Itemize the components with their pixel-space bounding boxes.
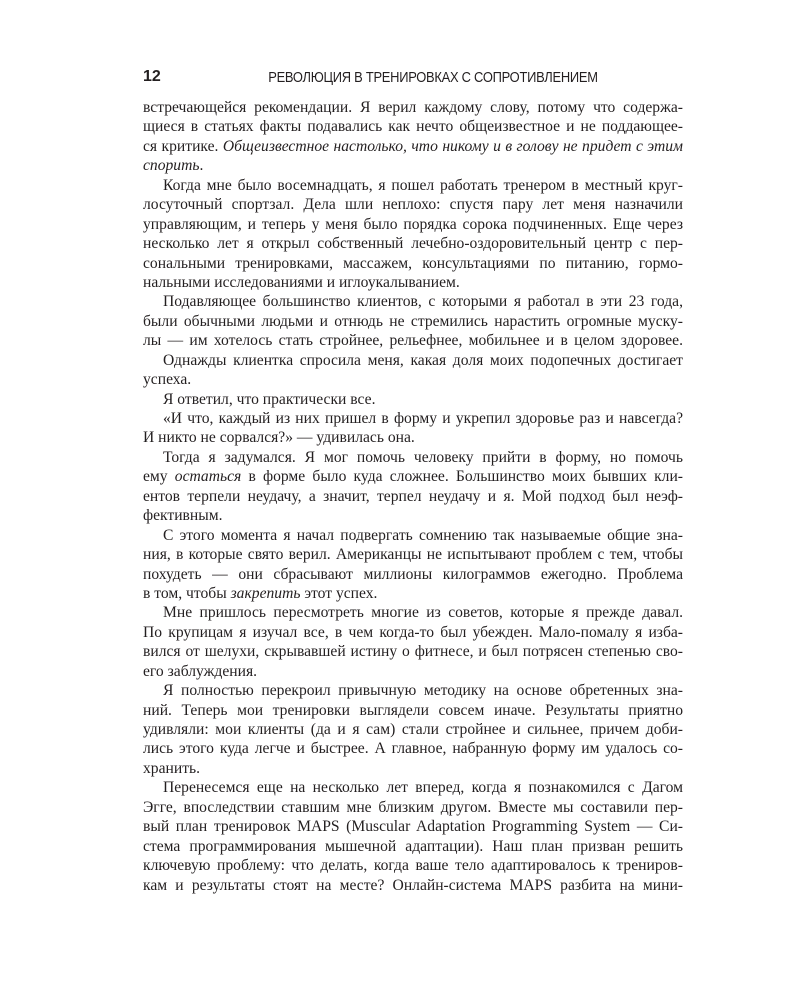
text-line xyxy=(143,117,683,136)
text-line xyxy=(143,137,683,156)
text-line xyxy=(143,817,683,836)
text-line xyxy=(143,351,683,370)
italic-text: остаться xyxy=(174,468,242,486)
text-segment: в форме было куда сложнее. Большинство моих бывших кли- xyxy=(241,468,683,486)
text-line xyxy=(143,798,683,817)
text-segment: Перенесемся еще на несколько лет вперед, когда я познакомился с Дагом xyxy=(163,779,683,797)
text-line xyxy=(143,856,683,875)
text-line xyxy=(143,487,683,506)
text-segment: хранить. xyxy=(143,759,201,777)
text-segment: кам и результаты стоят на месте? Онлайн-система MAPS разбита на мини- xyxy=(143,876,683,894)
text-segment: И никто не сорвался?» — удивилась она. xyxy=(143,429,415,447)
text-line xyxy=(143,565,683,584)
text-line xyxy=(143,701,683,720)
text-segment: нальными исследованиями и иглоукалыванием. xyxy=(143,273,460,291)
text-segment: удивляли: мои клиенты (да и я сам) стали стройнее и сильнее, причем доби- xyxy=(143,721,683,738)
text-segment: Однажды клиентка спросила меня, какая доля моих подопечных достигает xyxy=(163,351,683,369)
text-line xyxy=(143,603,683,622)
text-segment: ся критике. xyxy=(143,137,223,155)
text-line xyxy=(143,720,683,739)
text-line xyxy=(143,584,683,603)
text-line xyxy=(143,331,683,350)
text-segment: ключевую проблему: что делать, когда ваше тело адаптировалось к трениров- xyxy=(143,857,683,875)
text-line xyxy=(143,273,683,292)
page-number: 12 xyxy=(143,68,161,85)
text-segment: успеха. xyxy=(143,371,192,389)
text-line xyxy=(143,370,683,389)
text-line xyxy=(143,642,683,661)
text-line xyxy=(143,739,683,758)
text-line xyxy=(143,876,683,895)
text-line xyxy=(143,662,683,681)
text-segment: Тогда я задумался. Я мог помочь человеку прийти в форму, но помочь xyxy=(163,448,683,466)
text-segment: стема программирования мышечной адаптации). Наш план призван решить xyxy=(143,837,683,855)
text-segment: ния, в которые свято верил. Американцы не испытывают проблем с тем, чтобы xyxy=(143,546,683,564)
text-segment: . xyxy=(199,157,204,175)
text-segment: управляющим, и теперь у меня было порядка сорока подчиненных. Еще через xyxy=(143,215,683,233)
text-segment: вился от шелухи, скрывавшей истину о фитнесе, и был потрясен степенью сво- xyxy=(143,643,683,661)
text-line xyxy=(143,506,683,525)
text-segment: фективным. xyxy=(143,507,223,525)
italic-text: Общеизвестное настолько, что никому и в голову не придет с этим xyxy=(222,137,683,155)
text-line xyxy=(143,778,683,797)
text-line xyxy=(143,681,683,700)
text-segment: в том, чтобы xyxy=(143,584,231,602)
text-segment: Когда мне было восемнадцать, я пошел работать тренером в местный круг- xyxy=(163,176,683,194)
text-segment: С этого момента я начал подвергать сомнению так называемые общие зна- xyxy=(163,526,683,544)
text-line xyxy=(143,176,683,195)
text-segment: встречающейся рекомендации. Я верил каждому слову, потому что содержа- xyxy=(143,99,683,116)
text-segment: Подавляющее большинство клиентов, с которыми я работал в эти 23 года, xyxy=(163,293,683,311)
text-line xyxy=(143,759,683,778)
text-line xyxy=(143,234,683,253)
text-line xyxy=(143,448,683,467)
text-line xyxy=(143,98,683,117)
text-segment: лы — им хотелось стать стройнее, рельефнее, мобильнее и в целом здоровее. xyxy=(143,332,683,350)
text-line xyxy=(143,312,683,331)
text-line xyxy=(143,545,683,564)
text-segment: щиеся в статьях факты подавались как нечто общеизвестное и не поддающее- xyxy=(143,118,683,136)
text-segment: По крупицам я изучал все, в чем когда-то был убежден. Мало-помалу я изба- xyxy=(143,623,683,641)
text-segment: были обычными людьми и отнюдь не стремились нарастить огромные муску- xyxy=(143,312,683,330)
text-segment: Мне пришлось пересмотреть многие из советов, которые я прежде давал. xyxy=(163,604,683,622)
text-line xyxy=(143,156,683,175)
text-segment: Я ответил, что практически все. xyxy=(163,390,376,408)
running-header xyxy=(143,68,683,90)
text-segment: ний. Теперь мои тренировки выглядели совсем иначе. Результаты приятно xyxy=(143,701,683,719)
text-segment: сональными тренировками, массажем, консультациями по питанию, гормо- xyxy=(143,254,683,272)
text-segment: этот успех. xyxy=(300,584,378,602)
text-segment: ему xyxy=(143,468,175,486)
italic-text: спорить xyxy=(143,157,200,175)
text-segment: его заблуждения. xyxy=(143,662,258,680)
running-title: РЕВОЛЮЦИЯ В ТРЕНИРОВКАХ С СОПРОТИВЛЕНИЕМ xyxy=(268,69,598,86)
text-segment: похудеть — они сбрасывают миллионы килограммов ежегодно. Проблема xyxy=(143,565,683,583)
text-line xyxy=(143,623,683,642)
text-line xyxy=(143,292,683,311)
text-segment: лись этого куда легче и быстрее. А главное, набранную форму им удалось со- xyxy=(143,740,683,758)
text-segment: вый план тренировок MAPS (Muscular Adaptation Programming System — Си- xyxy=(143,818,683,836)
text-line xyxy=(143,526,683,545)
text-line xyxy=(143,428,683,447)
text-segment: «И что, каждый из них пришел в форму и укрепил здоровье раз и навсегда? xyxy=(163,410,683,427)
text-line xyxy=(143,390,683,409)
text-segment: несколько лет я открыл собственный лечебно-оздоровительный центр с пер- xyxy=(143,235,683,253)
text-line xyxy=(143,467,683,486)
text-segment: Я полностью перекроил привычную методику на основе обретенных зна- xyxy=(163,682,683,700)
text-segment: ентов терпели неудачу, а значит, терпел неудачу и я. Мой подход был неэф- xyxy=(143,487,683,505)
text-line xyxy=(143,837,683,856)
italic-text: закрепить xyxy=(230,584,301,602)
text-line xyxy=(143,409,683,428)
text-line xyxy=(143,215,683,234)
text-line xyxy=(143,195,683,214)
body-text xyxy=(143,98,683,895)
text-segment: Эгге, впоследствии ставшим мне близким другом. Вместе мы составили пер- xyxy=(143,798,683,816)
text-line xyxy=(143,254,683,273)
text-segment: лосуточный спортзал. Дела шли неплохо: спустя пару лет меня назначили xyxy=(143,196,683,214)
